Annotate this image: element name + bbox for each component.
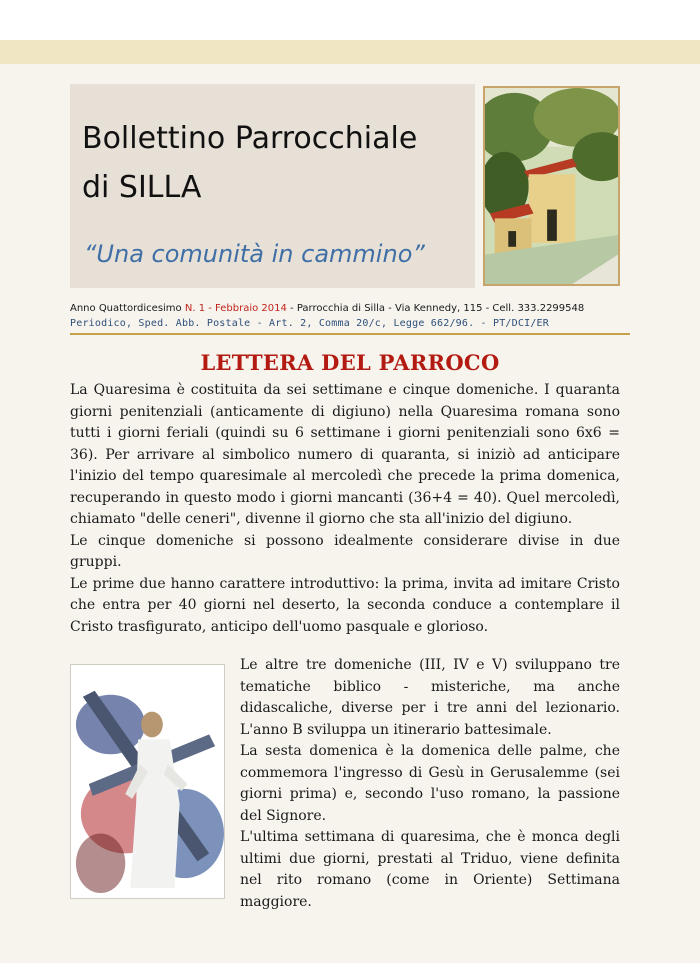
header-color-band (0, 40, 700, 64)
title-line-1: Bollettino Parrocchiale (82, 121, 418, 156)
header-divider (70, 333, 630, 335)
article-paragraph: Le cinque domeniche si possono idealmente considerare divise in due gruppi. (70, 532, 620, 570)
article-body (70, 380, 620, 638)
page-top-margin (0, 0, 700, 40)
postal-info-line: Periodico, Sped. Abb. Postale - Art. 2, Comma 20/c, Legge 662/96. - PT/DCI/ER (70, 318, 549, 329)
article-paragraph: L'ultima settimana di quaresima, che è monca degli ultimi due giorni, prestati al Triduo, viene definita nel rito romano (come in Oriente) Settimana maggiore. (240, 829, 620, 910)
article-heading: LETTERA DEL PARROCO (200, 350, 500, 375)
masthead (70, 84, 475, 288)
christ-carrying-cross-painting (70, 664, 225, 899)
article-paragraph: La sesta domenica è la domenica delle palme, che commemora l'ingresso di Gesù in Gerusalemme (sei giorni prima) e, secondo l'uso romano, la passione del Signore. (240, 743, 620, 824)
article-paragraph: Le altre tre domeniche (III, IV e V) sviluppano tre tematiche biblico - misteriche, ma anche didascaliche, diverse per i tre anni del lezionario. L'anno B sviluppa un itinerario battesimale. (240, 657, 620, 738)
bulletin-title (82, 114, 472, 212)
church-painting (483, 86, 620, 286)
article-body-continued (240, 655, 620, 913)
publication-info-line (70, 303, 630, 314)
publication-year: Anno Quattordicesimo (70, 303, 182, 314)
article-paragraph: Le prime due hanno carattere introduttivo: la prima, invita ad imitare Cristo che entra per 40 giorni nel deserto, la seconda conduce a contemplare il Cristo trasfigurato, anticipo dell'uomo pasquale e glorioso. (70, 575, 620, 635)
title-line-2: di SILLA (82, 170, 202, 205)
issue-number: N. 1 - Febbraio 2014 (184, 303, 287, 314)
parish-address: - Parrocchia di Silla - Via Kennedy, 115 - Cell. 333.2299548 (290, 303, 585, 314)
article-paragraph: La Quaresima è costituita da sei settimane e cinque domeniche. I quaranta giorni penitenziali (anticamente di digiuno) nella Quaresima romana sono tutti i giorni feriali (quindi su 6 settimane i giorni penitenziali sono 6x6 = 36). Per arrivare al simbolico numero di quaranta, si iniziò ad anticipare l'inizio del tempo quaresimale al mercoledì che precede la prima domenica, recuperando in questo modo i giorni mancanti (36+4 = 40). Quel mercoledì, chiamato "delle ceneri", divenne il giorno che sta all'inizio del digiuno. (70, 382, 620, 527)
bulletin-motto: “Una comunità in cammino” (84, 240, 425, 268)
